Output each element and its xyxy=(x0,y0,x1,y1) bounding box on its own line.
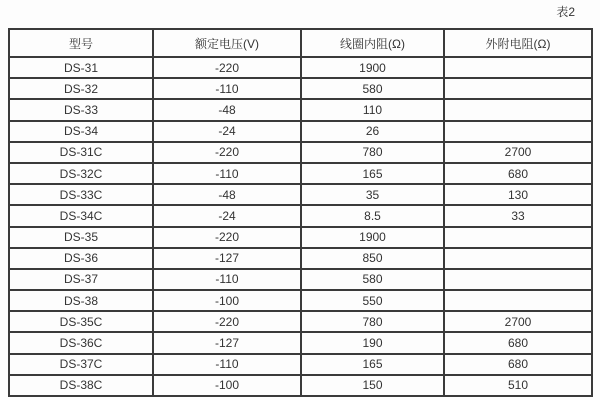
table-caption: 表2 xyxy=(556,5,575,19)
cell-external-resistance xyxy=(444,57,592,78)
table-row xyxy=(9,227,592,248)
table-row xyxy=(9,269,592,290)
cell-external-resistance: 680 xyxy=(444,163,592,184)
cell-model: DS-32C xyxy=(9,163,153,184)
table-row xyxy=(9,290,592,311)
cell-external-resistance xyxy=(444,99,592,120)
table-row xyxy=(9,163,592,184)
cell-rated-voltage: -110 xyxy=(153,269,301,290)
cell-coil-resistance: 165 xyxy=(301,354,444,375)
cell-coil-resistance: 1900 xyxy=(301,57,444,78)
table-row xyxy=(9,311,592,332)
table-row xyxy=(9,121,592,142)
cell-external-resistance: 680 xyxy=(444,332,592,353)
table-body xyxy=(9,57,592,396)
cell-model: DS-34C xyxy=(9,205,153,226)
table-row xyxy=(9,184,592,205)
cell-coil-resistance: 550 xyxy=(301,290,444,311)
cell-coil-resistance: 26 xyxy=(301,121,444,142)
cell-external-resistance: 33 xyxy=(444,205,592,226)
cell-external-resistance: 680 xyxy=(444,354,592,375)
cell-coil-resistance: 190 xyxy=(301,332,444,353)
cell-rated-voltage: -220 xyxy=(153,57,301,78)
table-row xyxy=(9,57,592,78)
cell-external-resistance: 2700 xyxy=(444,142,592,163)
cell-rated-voltage: -24 xyxy=(153,205,301,226)
cell-coil-resistance: 580 xyxy=(301,78,444,99)
cell-model: DS-36 xyxy=(9,248,153,269)
cell-coil-resistance: 110 xyxy=(301,99,444,120)
cell-rated-voltage: -220 xyxy=(153,311,301,332)
cell-coil-resistance: 1900 xyxy=(301,227,444,248)
cell-coil-resistance: 150 xyxy=(301,375,444,396)
table-row xyxy=(9,248,592,269)
cell-external-resistance xyxy=(444,121,592,142)
cell-rated-voltage: -127 xyxy=(153,248,301,269)
cell-model: DS-31 xyxy=(9,57,153,78)
table-row xyxy=(9,78,592,99)
cell-model: DS-36C xyxy=(9,332,153,353)
table-row xyxy=(9,354,592,375)
header-external-resistance: 外附电阻(Ω) xyxy=(444,29,592,57)
table-row xyxy=(9,142,592,163)
cell-model: DS-34 xyxy=(9,121,153,142)
cell-external-resistance: 130 xyxy=(444,184,592,205)
header-coil-resistance: 线圈内阻(Ω) xyxy=(301,29,444,57)
cell-rated-voltage: -110 xyxy=(153,163,301,184)
cell-model: DS-38C xyxy=(9,375,153,396)
cell-rated-voltage: -110 xyxy=(153,78,301,99)
table-row xyxy=(9,205,592,226)
cell-rated-voltage: -220 xyxy=(153,142,301,163)
cell-coil-resistance: 580 xyxy=(301,269,444,290)
cell-model: DS-35C xyxy=(9,311,153,332)
cell-external-resistance xyxy=(444,227,592,248)
cell-external-resistance xyxy=(444,290,592,311)
cell-rated-voltage: -24 xyxy=(153,121,301,142)
table-header-row xyxy=(9,29,592,57)
cell-coil-resistance: 850 xyxy=(301,248,444,269)
cell-model: DS-37 xyxy=(9,269,153,290)
cell-external-resistance: 2700 xyxy=(444,311,592,332)
cell-model: DS-31C xyxy=(9,142,153,163)
cell-model: DS-37C xyxy=(9,354,153,375)
cell-rated-voltage: -220 xyxy=(153,227,301,248)
spec-table xyxy=(8,28,593,397)
cell-model: DS-33C xyxy=(9,184,153,205)
cell-rated-voltage: -100 xyxy=(153,375,301,396)
header-rated-voltage: 额定电压(V) xyxy=(153,29,301,57)
table-row xyxy=(9,99,592,120)
cell-coil-resistance: 8.5 xyxy=(301,205,444,226)
cell-external-resistance: 510 xyxy=(444,375,592,396)
cell-external-resistance xyxy=(444,78,592,99)
cell-model: DS-35 xyxy=(9,227,153,248)
cell-rated-voltage: -100 xyxy=(153,290,301,311)
cell-external-resistance xyxy=(444,269,592,290)
table-row xyxy=(9,375,592,396)
cell-rated-voltage: -48 xyxy=(153,184,301,205)
cell-coil-resistance: 165 xyxy=(301,163,444,184)
cell-model: DS-33 xyxy=(9,99,153,120)
cell-external-resistance xyxy=(444,248,592,269)
cell-coil-resistance: 780 xyxy=(301,142,444,163)
cell-model: DS-32 xyxy=(9,78,153,99)
cell-coil-resistance: 780 xyxy=(301,311,444,332)
cell-coil-resistance: 35 xyxy=(301,184,444,205)
cell-rated-voltage: -48 xyxy=(153,99,301,120)
cell-rated-voltage: -127 xyxy=(153,332,301,353)
cell-rated-voltage: -110 xyxy=(153,354,301,375)
cell-model: DS-38 xyxy=(9,290,153,311)
header-model: 型号 xyxy=(9,29,153,57)
table-row xyxy=(9,332,592,353)
